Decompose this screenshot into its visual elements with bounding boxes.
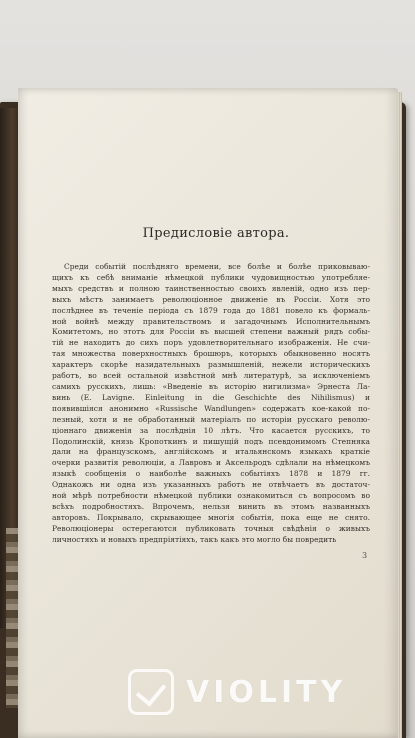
text-line: Подолинскій, князь Кропоткинъ и пишущій подъ псевдонимомъ Степняка <box>52 436 370 446</box>
text-line: дали на французскомъ, англійскомъ и итальянскомъ языкахъ краткіе <box>52 447 370 457</box>
text-line: Революціонеры остерегаются публиковать точныя свѣдѣнія о живыхъ <box>52 523 370 533</box>
check-badge-icon <box>128 669 174 715</box>
text-line: тій не находитъ до сихъ поръ удовлетворительнаго изображенія. Не счи- <box>52 338 370 348</box>
text-line: послѣднее въ теченіе періода съ 1879 года до 1881 повело къ формаль- <box>52 305 370 315</box>
text-line: работъ, во всей остальной извѣстной мнѣ литературѣ, за исключеніемъ <box>52 371 370 381</box>
text-line: лезный, хотя и не обработанный матеріалъ по исторіи русскаго револю- <box>52 414 370 424</box>
text-line: характеръ скорѣе назидательныхъ размышленій, нежели историческихъ <box>52 360 370 370</box>
text-line: очерки развитія революціи, а Лавровъ и Аксельродъ сдѣлали на нѣмецкомъ <box>52 458 370 468</box>
text-line: ной мѣрѣ потребности нѣмецкой публики ознакомиться съ вопросомъ во <box>52 491 370 501</box>
text-line: Однакожъ ни одна изъ указанныхъ работъ не отвѣчаетъ въ достаточ- <box>52 480 370 490</box>
text-line: языкѣ сообщенія о наиболѣе важныхъ событіяхъ 1878 и 1879 гг. <box>52 469 370 479</box>
text-line: Среди событій послѣдняго времени, все болѣе и болѣе приковываю- <box>64 262 370 271</box>
text-line: самихъ русскихъ, лишь: «Введеніе въ исторію нигилизма» Эрнеста Ла- <box>52 381 370 391</box>
text-line: мыхъ средствъ и полною таинственностью своихъ явленій, одно изъ пер- <box>52 283 370 293</box>
text-line: винь (E. Lavigne. Einleitung in die Geschichte des Nihilismus) и <box>52 392 370 402</box>
text-line: авторовъ. Покрывало, скрывающее многія событія, пока еще не снято. <box>52 512 370 522</box>
text-line: личностяхъ и новыхъ предпріятіяхъ, такъ какъ это могло бы повредить <box>52 534 337 544</box>
page-title: Предисловіе автора. <box>142 226 290 241</box>
watermark-text: VIOLITY <box>186 674 347 710</box>
page-number: 3 <box>362 551 368 560</box>
text-line: появившіяся анонимно «Russische Wandlungen» содержатъ кое-какой по- <box>52 403 370 413</box>
text-line: щихъ къ себѣ вниманіе нѣмецкой публики чудовищностью употребляе- <box>52 272 370 282</box>
text-line: всѣхъ подробностяхъ. Впрочемъ, нельзя винить въ этомъ названныхъ <box>52 501 370 511</box>
body-text <box>52 262 370 546</box>
watermark <box>128 664 388 720</box>
text-line: Комитетомъ, но этотъ для Россіи въ высшей степени важный рядъ собы- <box>52 327 370 337</box>
text-line: выхъ мѣстъ занимаетъ революціонное движеніе въ Россіи. Хотя это <box>52 294 370 304</box>
text-line: тая множества поверхностныхъ брошюръ, которыхъ обыкновенно носятъ <box>52 349 370 359</box>
text-line: ной войнѣ между правительствомъ и загадочнымъ Исполнительнымъ <box>52 316 370 326</box>
text-line: ціоннаго движенія за послѣднія 10 лѣтъ. Что касается русскихъ, то <box>52 425 370 435</box>
